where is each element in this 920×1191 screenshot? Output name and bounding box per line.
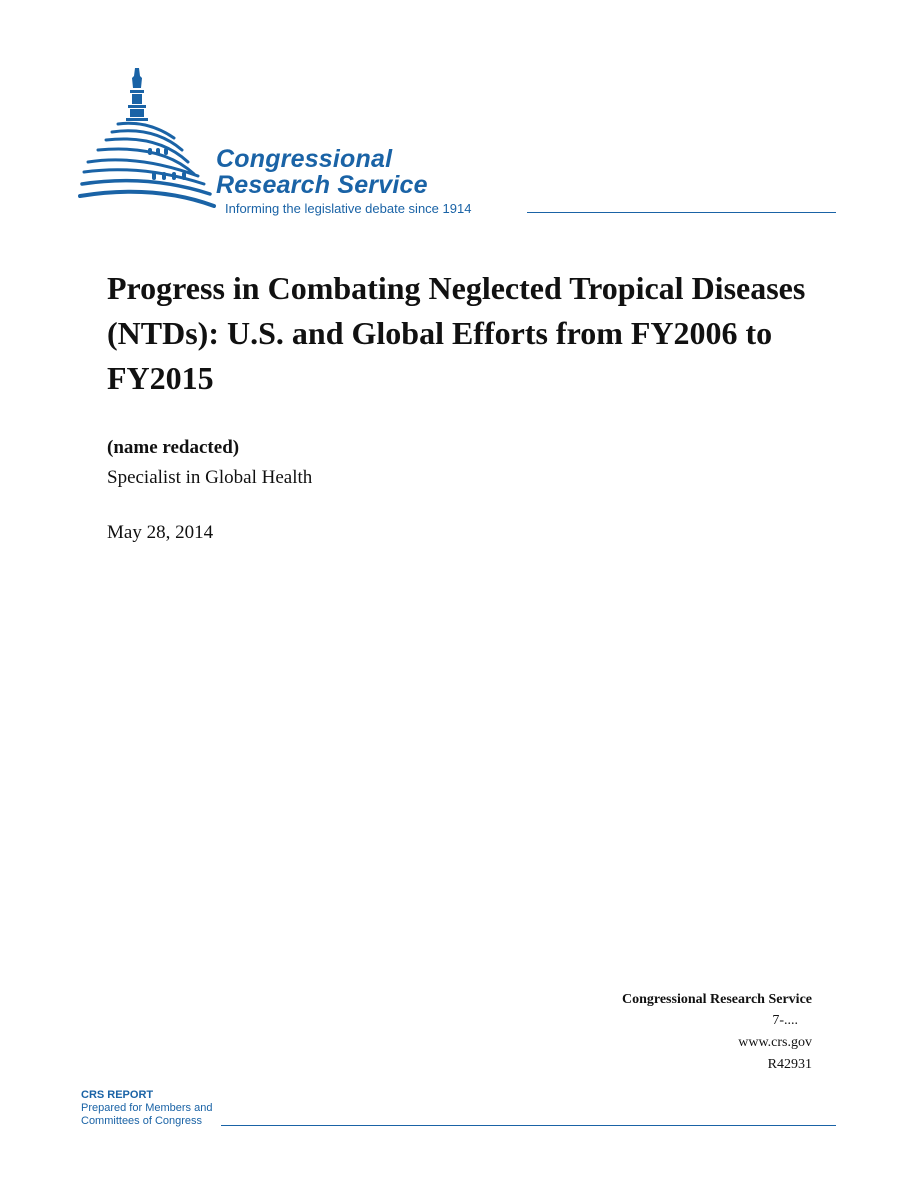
footer-website[interactable]: www.crs.gov [738, 1035, 812, 1050]
crs-report-line2: Committees of Congress [81, 1115, 203, 1127]
footer-rule [221, 1125, 836, 1126]
author-role: Specialist in Global Health [107, 467, 313, 488]
report-title: Progress in Combating Neglected Tropical Diseases (NTDs): U.S. and Global Efforts from FY2006 to FY2015 [107, 270, 806, 396]
author-name: (name redacted) [107, 437, 240, 458]
report-number: R42931 [767, 1057, 812, 1072]
capitol-dome-icon [78, 66, 238, 218]
org-name-line1: Congressional [216, 145, 393, 173]
crs-report-heading: CRS REPORT [81, 1089, 154, 1101]
footer-code: 7-.... [772, 1013, 798, 1028]
header-rule [527, 212, 836, 213]
report-date: May 28, 2014 [107, 522, 214, 543]
footer-info [512, 990, 812, 1076]
tagline: Informing the legislative debate since 1914 [225, 201, 472, 216]
org-name-line2: Research Service [216, 171, 428, 199]
crs-report-label [81, 1089, 212, 1128]
footer-organization: Congressional Research Service [621, 992, 812, 1007]
crs-report-line1: Prepared for Members and [81, 1102, 213, 1114]
